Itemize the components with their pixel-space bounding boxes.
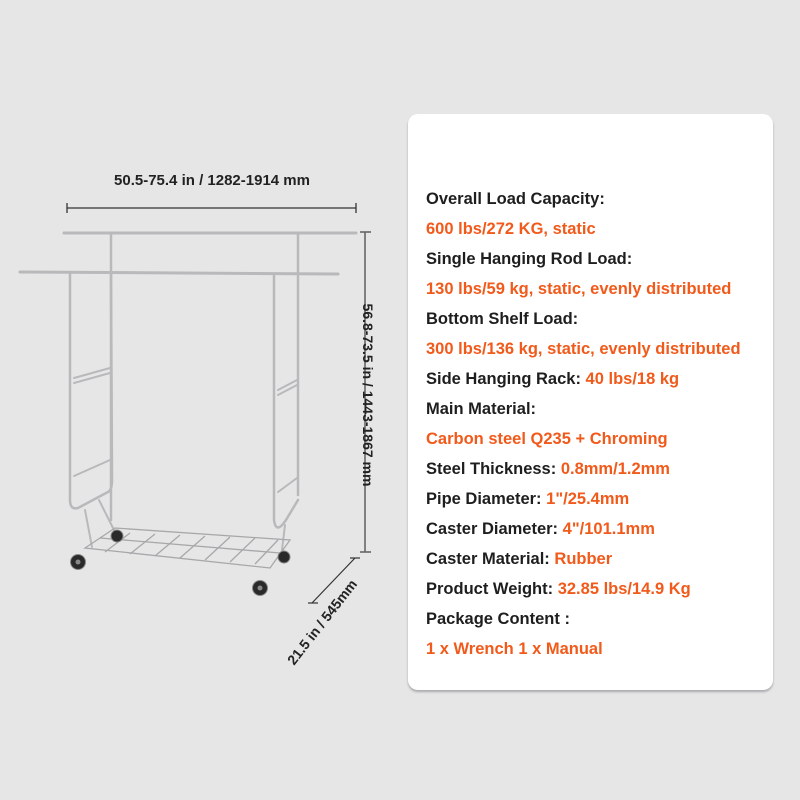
thickness-row xyxy=(426,454,763,484)
rod-load-label: Single Hanging Rod Load: xyxy=(426,250,633,268)
width-dimension-line xyxy=(67,203,356,213)
material-label: Main Material: xyxy=(426,400,537,418)
material-value: Carbon steel Q235 + Chroming xyxy=(426,430,668,448)
specifications-card xyxy=(408,114,773,690)
height-dimension-label: 56.8-73.5 in / 1443-1867 mm xyxy=(360,303,376,487)
rod-load-value: 130 lbs/59 kg, static, evenly distributed xyxy=(426,280,732,298)
overall-load-label: Overall Load Capacity: xyxy=(426,190,605,208)
depth-dimension-label: 21.5 in / 545mm xyxy=(283,576,361,668)
shelf-load-label: Bottom Shelf Load: xyxy=(426,310,579,328)
spec-list xyxy=(426,184,763,664)
pipe-diameter-label: Pipe Diameter: xyxy=(426,490,542,508)
caster-diameter-label: Caster Diameter: xyxy=(426,520,559,538)
shelf-load-value: 300 lbs/136 kg, static, evenly distributed xyxy=(426,340,741,358)
package-content-label: Package Content : xyxy=(426,610,570,628)
pipe-diameter-value: 1"/25.4mm xyxy=(546,490,630,508)
product-weight-label: Product Weight: xyxy=(426,580,554,598)
thickness-label: Steel Thickness: xyxy=(426,460,557,478)
package-content-value: 1 x Wrench 1 x Manual xyxy=(426,640,603,658)
caster-material-label: Caster Material: xyxy=(426,550,550,568)
product-weight-value: 32.85 lbs/14.9 Kg xyxy=(557,580,691,598)
side-rack-row xyxy=(426,364,763,394)
thickness-value: 0.8mm/1.2mm xyxy=(560,460,670,478)
side-rack-label: Side Hanging Rack: xyxy=(426,370,581,388)
overall-load-value: 600 lbs/272 KG, static xyxy=(426,220,596,238)
caster-material-value: Rubber xyxy=(554,550,613,568)
caster-diameter-value: 4"/101.1mm xyxy=(562,520,655,538)
side-rack-value: 40 lbs/18 kg xyxy=(585,370,680,388)
caster-diameter-row xyxy=(426,514,763,544)
caster-material-row xyxy=(426,544,763,574)
product-weight-row xyxy=(426,574,763,604)
pipe-diameter-row xyxy=(426,484,763,514)
width-dimension-label: 50.5-75.4 in / 1282-1914 mm xyxy=(114,172,310,189)
